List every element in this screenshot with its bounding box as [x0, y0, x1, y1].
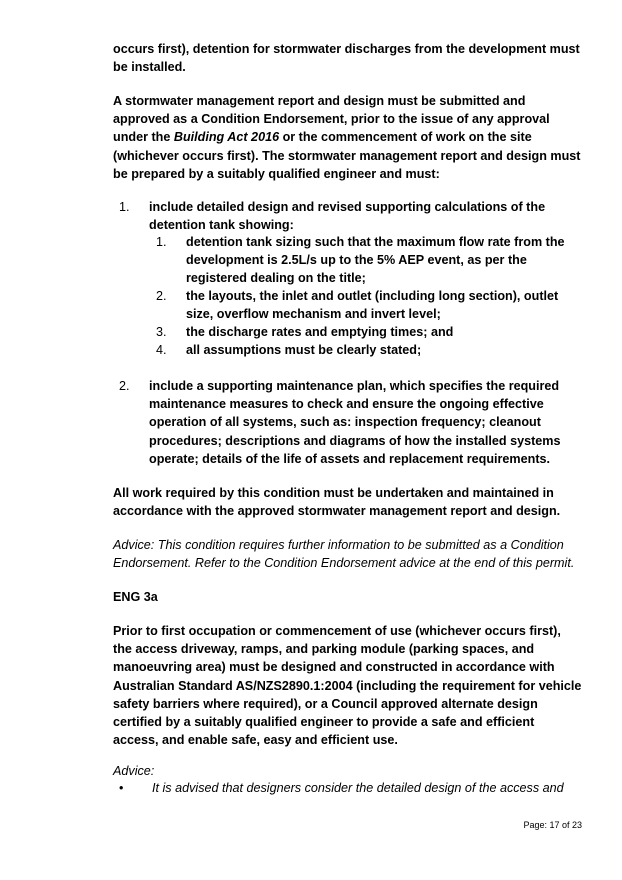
sublist-number: 3. [156, 325, 167, 339]
list-number: 1. [119, 200, 130, 214]
paragraph-all-work: All work required by this condition must be undertaken and maintained in accordance with the approved stormwater management report and design. [113, 486, 561, 519]
advice-condition-endorsement: Advice: This condition requires further information to be submitted as a Condition Endorsement. Refer to the Condition Endorsement advice at the end of this permit. [113, 538, 575, 571]
list-number: 2. [119, 379, 130, 393]
sublist-number: 1. [156, 235, 167, 249]
sublist-item-layouts: the layouts, the inlet and outlet (including long section), outlet size, overflow mechanism and invert level; [186, 289, 559, 322]
paragraph-intro: occurs first), detention for stormwater discharges from the development must be installed. [113, 42, 580, 75]
section-heading-eng-3a: ENG 3a [113, 590, 158, 604]
list-item-detailed-design: include detailed design and revised supporting calculations of the detention tank showing: [149, 200, 546, 233]
list-item-maintenance-plan: include a supporting maintenance plan, which specifies the required maintenance measures to check and ensure the ongoing effective operation of all systems, such as: inspection frequency; cleanout procedures; descriptions and diagrams of how the installed systems operate; details of the life of assets and replacement requirements. [149, 379, 561, 466]
paragraph-access-driveway: Prior to first occupation or commencement of use (whichever occurs first), the access driveway, ramps, and parking module (parking spaces, and manoeuvring area) must be designed and constructed in accordance with Australian Standard AS/NZS2890.1:2004 (including the requirement for vehicle safety barriers where required), or a Council approved alternate design certified by a suitably qualified engineer to provide a safe and efficient access, and enable safe, easy and efficient use. [113, 624, 582, 748]
advice-label: Advice: [113, 764, 155, 778]
advice-bullet-text: It is advised that designers consider the detailed design of the access and [152, 781, 564, 795]
page-number-footer: Page: 17 of 23 [523, 820, 582, 830]
bullet-icon: • [119, 781, 124, 795]
sublist-item-tank-sizing: detention tank sizing such that the maximum flow rate from the development is 2.5L/s up to the 5% AEP event, as per the registered dealing on the title; [186, 235, 565, 286]
sublist-item-discharge-rates: the discharge rates and emptying times; and [186, 325, 454, 339]
report-text-before: A stormwater management report and design must be submitted and approved as a Condition Endorsement, prior to the issue of any approval under the [113, 94, 550, 145]
building-act-title: Building Act 2016 [173, 130, 280, 145]
report-text-after: or the commencement of work on the site (whichever occurs first). The stormwater management report and design must be prepared by a suitably qualified engineer and must: [113, 130, 581, 181]
paragraph-stormwater-report [113, 92, 583, 183]
sublist-number: 4. [156, 343, 167, 357]
sublist-item-assumptions: all assumptions must be clearly stated; [186, 343, 422, 357]
sublist-number: 2. [156, 289, 167, 303]
